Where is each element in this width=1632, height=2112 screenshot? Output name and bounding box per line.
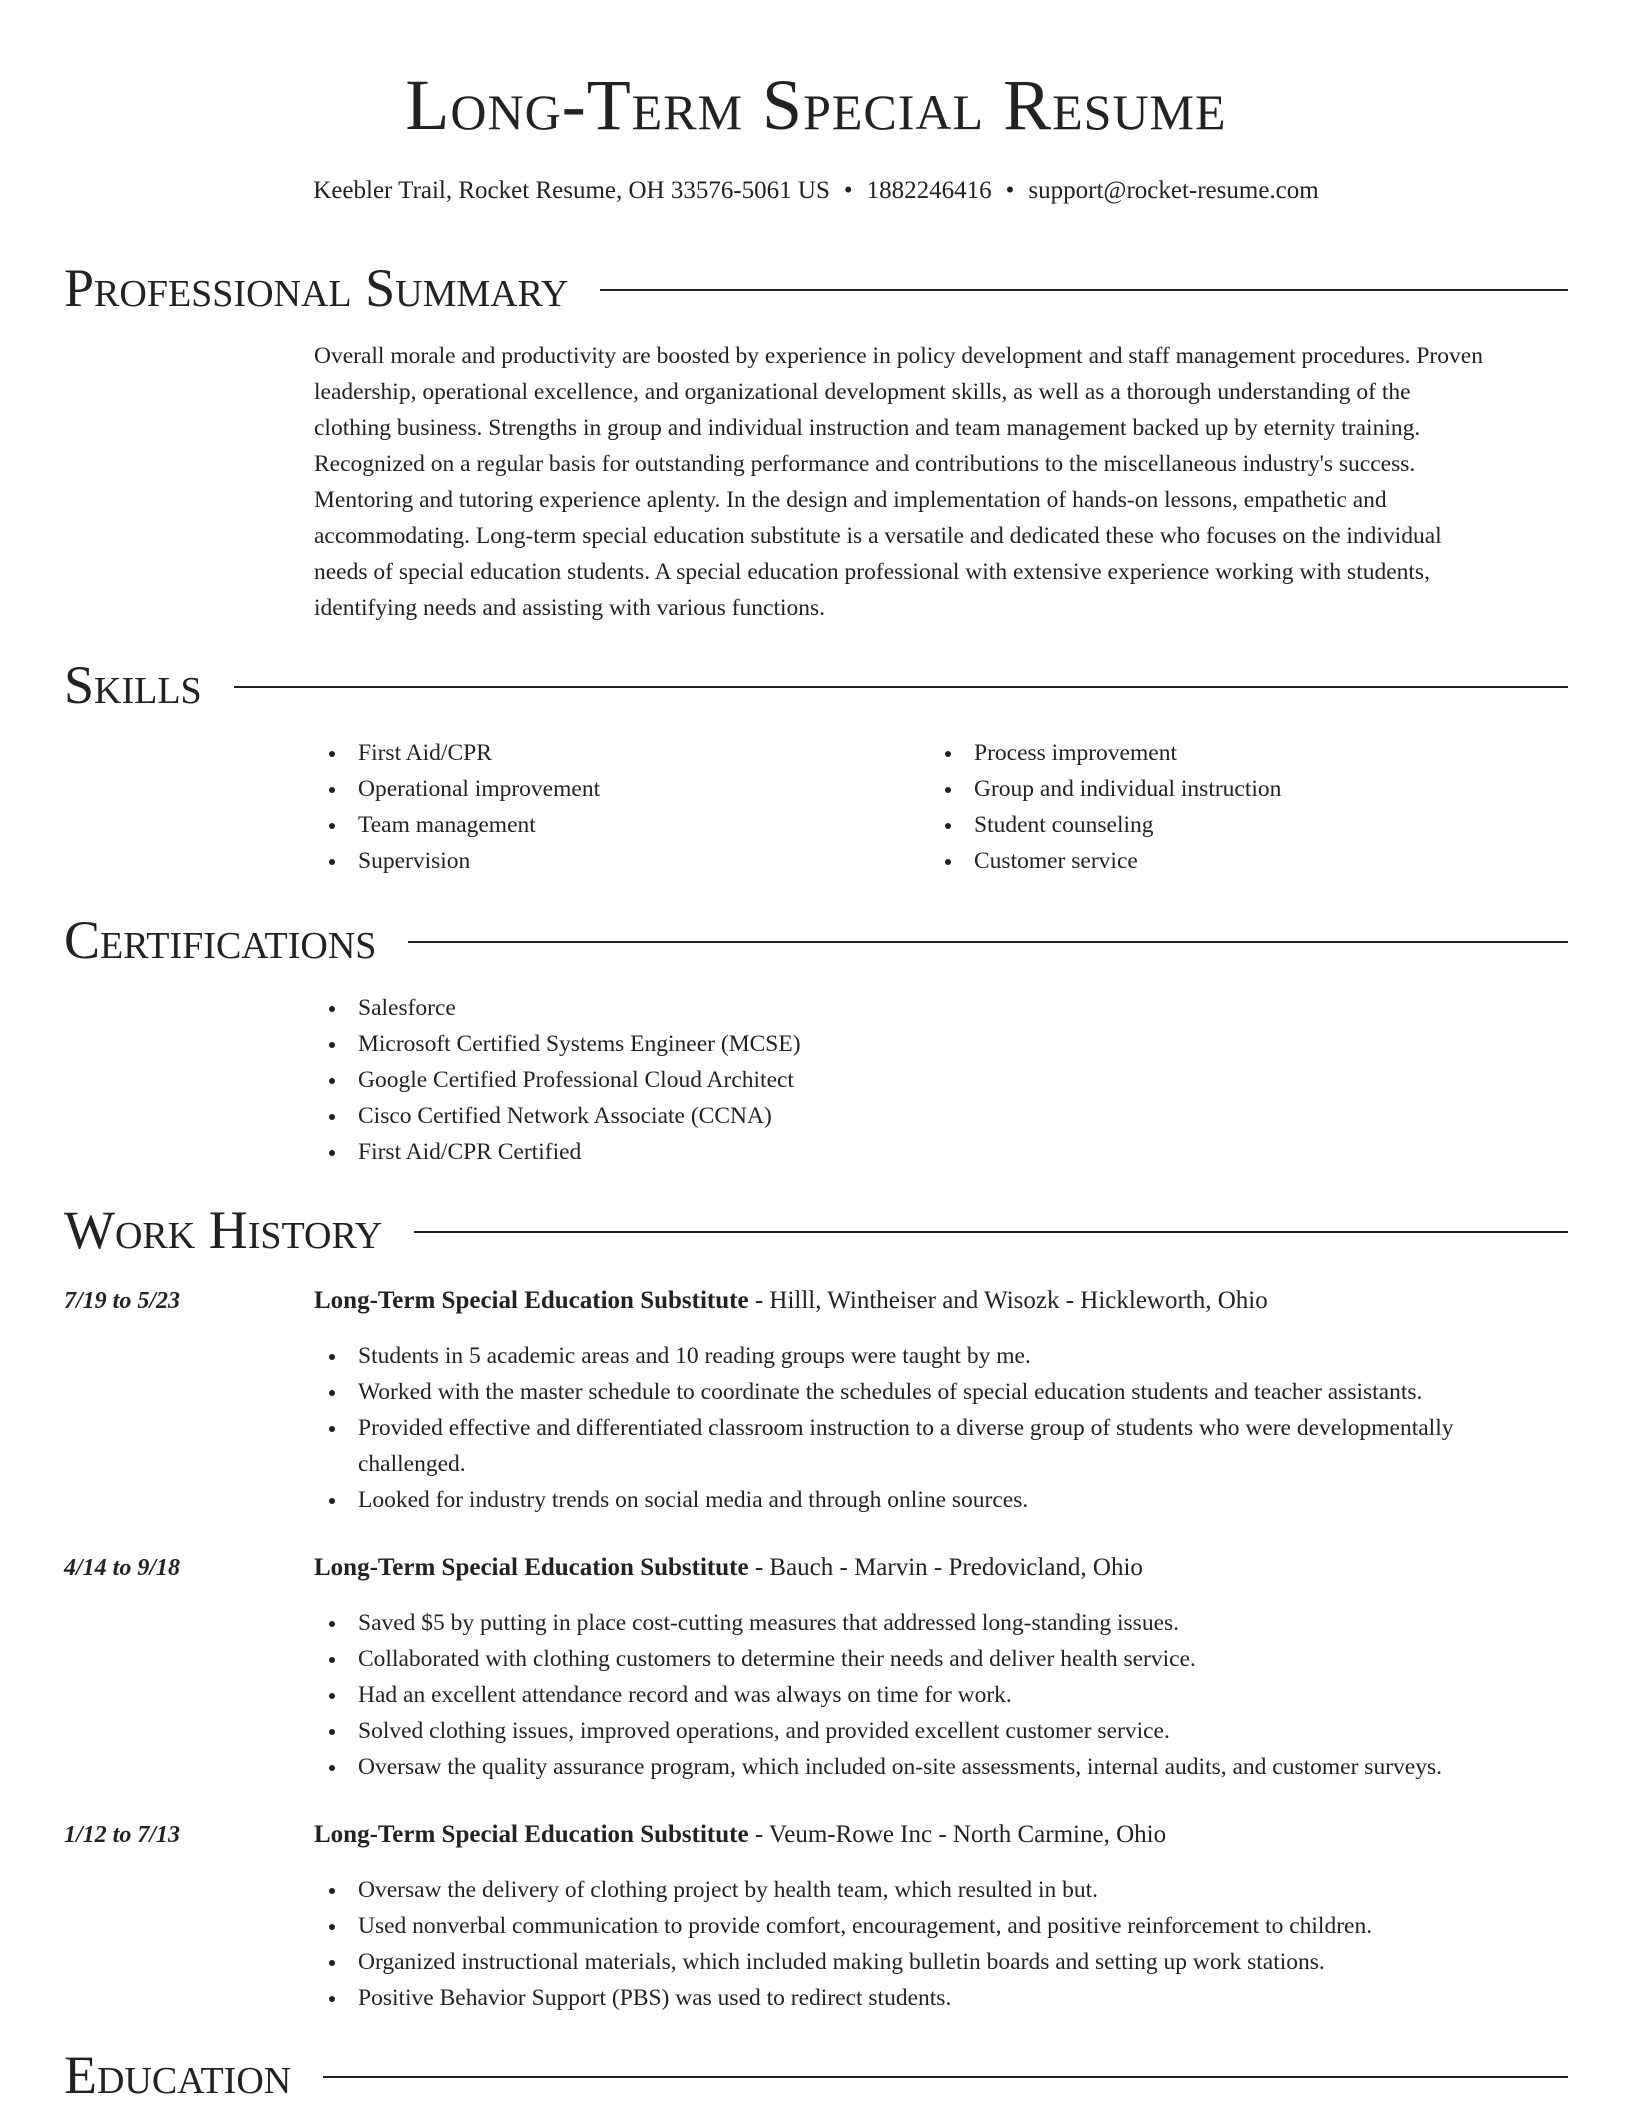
section-title-summary: Professional Summary [64, 258, 569, 318]
summary-line: leadership, operational excellence, and organizational development skills, as well as a thorough understanding of the [314, 379, 1411, 405]
section-title-certifications: Certifications [64, 910, 377, 970]
job-bullets [314, 1338, 1564, 1518]
summary-line: Mentoring and tutoring experience aplenty. In the design and implementation of hands-on lessons, empathetic and [314, 487, 1387, 513]
certification-item: Microsoft Certified Systems Engineer (MCSE) [314, 1026, 1564, 1062]
job-employer: - Hilll, Wintheiser and Wisozk - Hickleworth, Ohio [748, 1287, 1268, 1314]
job-bullet: Positive Behavior Support (PBS) was used to redirect students. [314, 1980, 1564, 2016]
section-header-education [64, 2043, 1568, 2107]
job-heading [314, 1284, 1564, 1318]
contact-address: Keebler Trail, Rocket Resume, OH 33576-5061 US [313, 177, 830, 204]
summary-line: needs of special education students. A special education professional with extensive experience working with students, [314, 559, 1430, 585]
job-bullet: Provided effective and differentiated classroom instruction to a diverse group of students who were developmentally challenged. [314, 1410, 1564, 1482]
job-bullets [314, 1872, 1564, 2016]
summary-text [314, 338, 1564, 626]
section-rule [414, 1231, 1568, 1233]
skill-item: Team management [314, 807, 874, 843]
section-header-skills [64, 653, 1568, 717]
section-title-skills: Skills [64, 655, 202, 715]
job-bullet: Students in 5 academic areas and 10 reading groups were taught by me. [314, 1338, 1564, 1374]
skill-item: Student counseling [930, 807, 1560, 843]
skill-item: Operational improvement [314, 771, 874, 807]
section-header-work-history [64, 1198, 1568, 1262]
job-bullet: Collaborated with clothing customers to determine their needs and deliver health service. [314, 1641, 1564, 1677]
job-title: Long-Term Special Education Substitute [314, 1554, 749, 1581]
job-bullet: Had an excellent attendance record and was always on time for work. [314, 1677, 1564, 1713]
section-title-education: Education [64, 2045, 292, 2105]
certification-item: Google Certified Professional Cloud Architect [314, 1062, 1564, 1098]
contact-email: support@rocket-resume.com [1028, 177, 1319, 204]
job-bullet: Solved clothing issues, improved operations, and provided excellent customer service. [314, 1713, 1564, 1749]
job-bullet: Oversaw the delivery of clothing project by health team, which resulted in but. [314, 1872, 1564, 1908]
section-rule [600, 289, 1568, 291]
job-date: 7/19 to 5/23 [64, 1288, 181, 1314]
job-heading [314, 1818, 1564, 1852]
job-bullet: Looked for industry trends on social media and through online sources. [314, 1482, 1564, 1518]
section-rule [234, 686, 1568, 688]
skill-item: Process improvement [930, 735, 1560, 771]
section-title-work-history: Work History [64, 1200, 383, 1260]
contact-line [0, 174, 1632, 208]
skill-item: Group and individual instruction [930, 771, 1560, 807]
summary-line: clothing business. Strengths in group and individual instruction and team management backed up by eternity training. [314, 415, 1421, 441]
job-bullet: Worked with the master schedule to coordinate the schedules of special education students and teacher assistants. [314, 1374, 1564, 1410]
certification-item: Salesforce [314, 990, 1564, 1026]
skills-list-right [930, 735, 1560, 879]
skill-item: Customer service [930, 843, 1560, 879]
contact-separator: • [1005, 177, 1015, 204]
section-header-certifications [64, 908, 1568, 972]
resume-name: Long-Term Special Resume [405, 65, 1227, 145]
skills-list-left [314, 735, 874, 879]
job-title: Long-Term Special Education Substitute [314, 1287, 749, 1314]
certification-item: Cisco Certified Network Associate (CCNA) [314, 1098, 1564, 1134]
job-bullet: Used nonverbal communication to provide comfort, encouragement, and positive reinforcement to children. [314, 1908, 1564, 1944]
section-rule [323, 2076, 1568, 2078]
section-rule [408, 941, 1568, 943]
certification-item: First Aid/CPR Certified [314, 1134, 1564, 1170]
job-title: Long-Term Special Education Substitute [314, 1821, 749, 1848]
skill-item: Supervision [314, 843, 874, 879]
job-date: 4/14 to 9/18 [64, 1555, 181, 1581]
job-date: 1/12 to 7/13 [64, 1822, 181, 1848]
job-bullet: Oversaw the quality assurance program, which included on-site assessments, internal audits, and customer surveys. [314, 1749, 1564, 1785]
summary-line: Overall morale and productivity are boosted by experience in policy development and staff management procedures. Proven [314, 343, 1483, 369]
job-employer: - Veum-Rowe Inc - North Carmine, Ohio [748, 1821, 1167, 1848]
job-bullet: Saved $5 by putting in place cost-cutting measures that addressed long-standing issues. [314, 1605, 1564, 1641]
contact-phone: 1882246416 [866, 177, 992, 204]
skill-item: First Aid/CPR [314, 735, 874, 771]
certifications-list [314, 990, 1564, 1170]
job-heading [314, 1551, 1564, 1585]
summary-line: identifying needs and assisting with various functions. [314, 595, 826, 621]
summary-line: accommodating. Long-term special education substitute is a versatile and dedicated these who focuses on the individual [314, 523, 1442, 549]
job-employer: - Bauch - Marvin - Predovicland, Ohio [748, 1554, 1143, 1581]
job-bullet: Organized instructional materials, which included making bulletin boards and setting up work stations. [314, 1944, 1564, 1980]
contact-separator: • [843, 177, 853, 204]
job-bullets [314, 1605, 1564, 1785]
section-header-summary [64, 256, 1568, 320]
summary-line: Recognized on a regular basis for outstanding performance and contributions to the miscellaneous industry's success. [314, 451, 1416, 477]
